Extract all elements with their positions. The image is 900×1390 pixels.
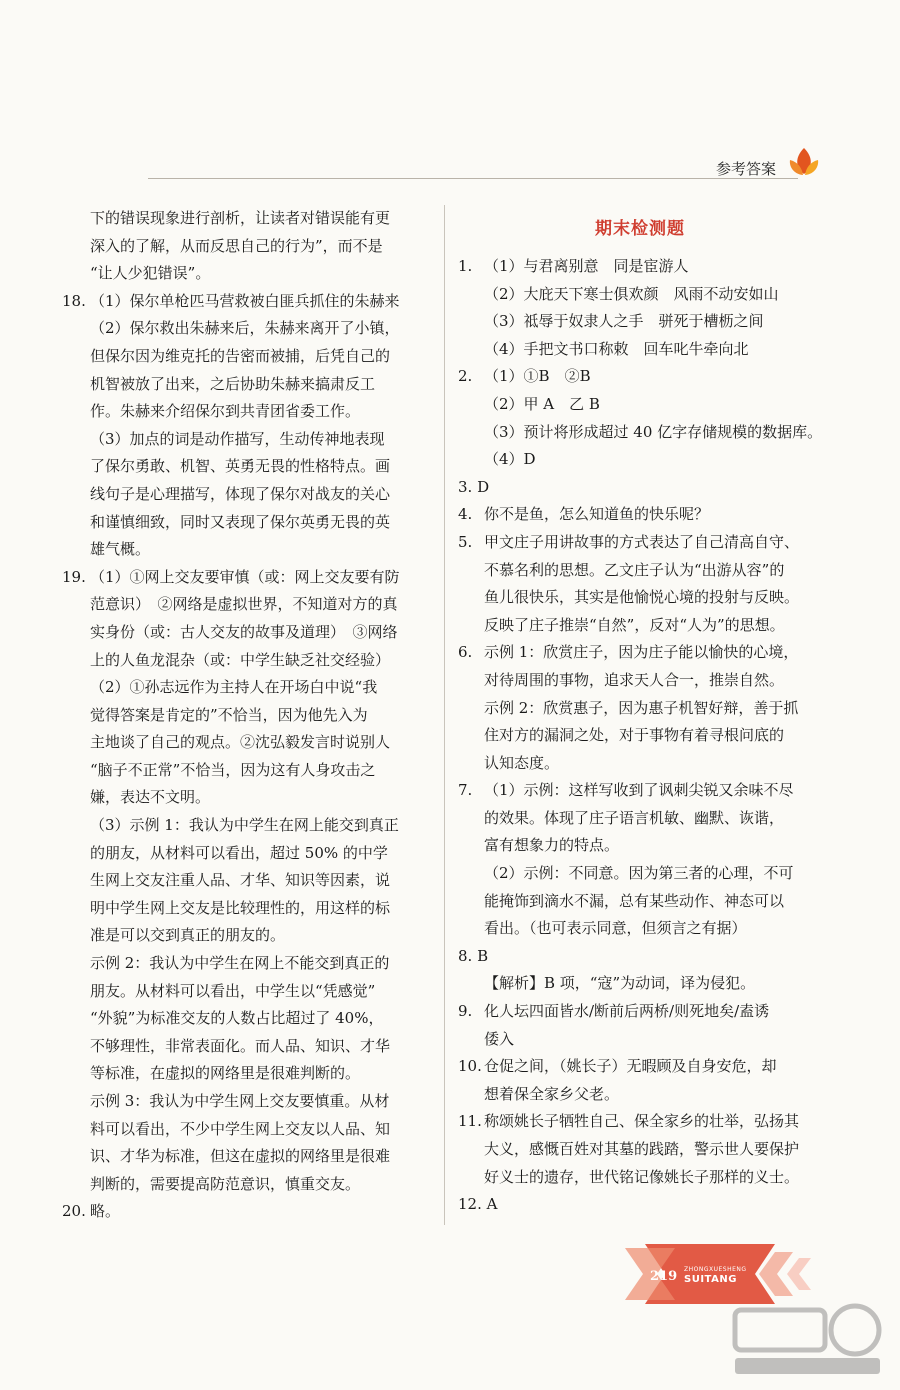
answer-line xyxy=(458,281,822,309)
answer-text: 识、才华为标准，但这在虚拟的网络里是很难 xyxy=(90,1147,391,1166)
answer-line xyxy=(458,446,822,474)
answer-text: 雄气概。 xyxy=(90,540,151,559)
answer-text: 鱼儿很快乐，其实是他愉悦心境的投射与反映。 xyxy=(484,588,800,607)
leaf-logo-icon xyxy=(786,144,822,180)
question-number: 8. B xyxy=(458,946,489,965)
answer-text: 示例 2：我认为中学生在网上不能交到真正的 xyxy=(90,954,390,973)
answer-text: （4）D xyxy=(484,450,536,469)
answer-line xyxy=(458,391,822,419)
answer-line xyxy=(458,1191,822,1219)
answer-line xyxy=(458,722,822,750)
answer-text: 甲文庄子用讲故事的方式表达了自己清高自守、 xyxy=(484,532,800,551)
answer-line xyxy=(458,612,822,640)
answer-text: 主地谈了自己的观点。②沈弘毅发言时说别人 xyxy=(90,733,391,752)
answer-text: 能掩饰到滴水不漏，总有某些动作、神态可以 xyxy=(484,891,785,910)
answer-line xyxy=(458,943,822,971)
answer-text: 想着保全家乡父老。 xyxy=(484,1084,620,1103)
answer-text: 认知态度。 xyxy=(484,753,560,772)
question-number: 1. xyxy=(458,257,473,275)
answer-text: （1）①B ②B xyxy=(484,367,591,386)
answer-line xyxy=(62,288,438,316)
answer-text: 对待周围的事物，追求天人合一，推崇自然。 xyxy=(484,670,785,689)
answer-text: 的朋友，从材料可以看出，超过 50% 的中学 xyxy=(90,843,388,862)
answer-text: 了保尔勇敢、机智、英勇无畏的性格特点。画 xyxy=(90,457,391,476)
right-column xyxy=(458,205,822,1219)
answer-line xyxy=(458,695,822,723)
answer-line xyxy=(458,419,822,447)
answer-line xyxy=(62,729,438,757)
answer-text: 反映了庄子推崇“自然”，反对“人为”的思想。 xyxy=(484,615,785,634)
answer-text: 范意识） ②网络是虚拟世界，不知道对方的真 xyxy=(90,595,398,614)
question-number: 20. xyxy=(62,1202,86,1221)
answer-line xyxy=(458,584,822,612)
answer-text: 判断的，需要提高防范意识，慎重交友。 xyxy=(90,1174,361,1193)
answer-line xyxy=(62,1033,438,1061)
answer-line xyxy=(458,1136,822,1164)
answer-text: “让人少犯错误”。 xyxy=(90,264,211,283)
answer-line xyxy=(62,233,438,261)
answer-text: （2）①孙志远作为主持人在开场白中说“我 xyxy=(90,678,378,697)
answer-text: 好义士的遗存，世代铭记像姚长子那样的义士。 xyxy=(484,1167,800,1186)
answer-line xyxy=(62,343,438,371)
answer-line xyxy=(458,1081,822,1109)
question-number: 7. xyxy=(458,781,473,800)
answer-text: 称颂姚长子牺牲自己、保全家乡的壮举，弘扬其 xyxy=(484,1112,800,1131)
answer-text: 仓促之间，（姚长子）无暇顾及自身安危，却 xyxy=(484,1057,777,1076)
answer-line xyxy=(62,481,438,509)
answer-text: 朋友。从材料可以看出，中学生以“凭感觉” xyxy=(90,981,376,1000)
answer-line xyxy=(458,915,822,943)
question-number: 19. xyxy=(62,567,86,586)
answer-line xyxy=(458,1053,822,1081)
brand-subtitle: ZHONGXUESHENG xyxy=(684,1266,747,1273)
answer-text: 机智被放了出来，之后协助朱赫来搞肃反工 xyxy=(90,374,376,393)
answer-text: 下的错误现象进行剖析，让读者对错误能有更 xyxy=(90,209,391,227)
answer-text: 示例 2：欣赏惠子，因为惠子机智好辩，善于抓 xyxy=(484,698,799,717)
answer-line xyxy=(458,888,822,916)
answer-line xyxy=(62,564,438,592)
answer-text: （1）与君离别意 同是宦游人 xyxy=(484,257,689,275)
brand-title: SUITANG xyxy=(684,1274,737,1285)
answer-line xyxy=(458,970,822,998)
page-number: 219 xyxy=(650,1269,678,1284)
answer-line xyxy=(62,591,438,619)
question-number: 10. xyxy=(458,1057,482,1076)
answer-line xyxy=(62,1143,438,1171)
answer-line xyxy=(458,529,822,557)
answer-text: 明中学生网上交友是比较理性的，用这样的标 xyxy=(90,898,391,917)
answer-line xyxy=(62,647,438,675)
watermark-logo xyxy=(725,1300,890,1380)
answer-line xyxy=(62,757,438,785)
answer-text: 准是可以交到真正的朋友的。 xyxy=(90,926,286,945)
answer-line xyxy=(458,832,822,860)
answer-line xyxy=(458,998,822,1026)
answer-line xyxy=(62,371,438,399)
answer-text: 示例 3：我认为中学生网上交友要慎重。从材 xyxy=(90,1092,390,1110)
answer-line xyxy=(62,1198,438,1226)
answer-text: 大义，感慨百姓对其墓的践踏，警示世人要保护 xyxy=(484,1140,800,1158)
answer-text: 线句子是心理描写，体现了保尔对战友的关心 xyxy=(90,484,391,503)
answer-text: 你不是鱼，怎么知道鱼的快乐呢？ xyxy=(484,505,710,524)
answer-text: “脑子不正常”不恰当，因为这有人身攻击之 xyxy=(90,760,376,779)
answer-line xyxy=(62,398,438,426)
answer-line xyxy=(62,950,438,978)
answer-text: 作。朱赫来介绍保尔到共青团省委工作。 xyxy=(90,402,361,421)
column-divider xyxy=(444,205,445,1225)
answer-text: （1）示例：这样写收到了讽刺尖锐又余味不尽 xyxy=(484,781,794,800)
header-label: 参考答案 xyxy=(716,160,777,178)
answer-text: 化人坛四面皆水/断前后两桥/则死地矣/盍诱 xyxy=(484,1002,770,1021)
answer-line xyxy=(62,978,438,1006)
answer-text: （2）甲 A 乙 B xyxy=(484,394,600,413)
answer-line xyxy=(458,639,822,667)
answer-line xyxy=(62,509,438,537)
answer-line xyxy=(458,557,822,585)
answer-line xyxy=(458,750,822,778)
answer-line xyxy=(62,426,438,454)
answer-line xyxy=(458,501,822,529)
answer-text: 不慕名利的思想。乙文庄子认为“出游从容”的 xyxy=(484,560,785,579)
answer-line xyxy=(458,777,822,805)
answer-text: （2）保尔救出朱赫来后，朱赫来离开了小镇， xyxy=(90,319,400,338)
answer-line xyxy=(458,1164,822,1192)
answer-text: “外貌”为标准交友的人数占比超过了 40%， xyxy=(90,1009,384,1028)
answer-line xyxy=(458,667,822,695)
answer-line xyxy=(62,895,438,923)
answer-text: （3）示例 1：我认为中学生在网上能交到真正 xyxy=(90,816,399,835)
answer-text: 生网上交友注重人品、才华、知识等因素，说 xyxy=(90,871,391,890)
question-number: 12. A xyxy=(458,1195,498,1214)
answer-line xyxy=(458,363,822,391)
answer-line xyxy=(62,840,438,868)
left-column xyxy=(62,205,438,1226)
answer-line xyxy=(458,253,822,281)
answer-line xyxy=(62,205,438,233)
answer-text: 和谨慎细致，同时又表现了保尔英勇无畏的英 xyxy=(90,512,391,531)
answer-line xyxy=(62,1005,438,1033)
question-number: 6. xyxy=(458,643,473,662)
answer-text: 看出。（也可表示同意，但须言之有据） xyxy=(484,919,747,938)
question-number: 4. xyxy=(458,505,473,524)
answer-text: （3）预计将形成超过 40 亿字存储规模的数据库。 xyxy=(484,422,823,441)
header-rule xyxy=(148,178,798,179)
answer-text: 上的人鱼龙混杂（或：中学生缺乏社交经验） xyxy=(90,650,391,669)
answer-line xyxy=(62,1060,438,1088)
answer-line xyxy=(62,867,438,895)
question-number: 9. xyxy=(458,1002,473,1021)
answer-text: （3）祗辱于奴隶人之手 骈死于槽枥之间 xyxy=(484,312,764,331)
answer-text: （4）手把文书口称敕 回车叱牛牵向北 xyxy=(484,339,749,358)
answer-text: 的效果。体现了庄子语言机敏、幽默、诙谐， xyxy=(484,808,785,827)
answer-line xyxy=(62,812,438,840)
question-number: 5. xyxy=(458,532,473,551)
answer-text: （3）加点的词是动作描写，生动传神地表现 xyxy=(90,429,385,448)
answer-line xyxy=(458,474,822,502)
section-title: 期末检测题 xyxy=(595,219,685,239)
answer-line xyxy=(62,619,438,647)
answer-line xyxy=(458,1026,822,1054)
answer-text: 觉得答案是肯定的”不恰当，因为他先入为 xyxy=(90,705,368,724)
answer-line xyxy=(62,1088,438,1116)
answer-line xyxy=(62,1116,438,1144)
answer-line xyxy=(62,260,438,288)
answer-text: 但保尔因为维克托的告密而被捕，后凭自己的 xyxy=(90,346,391,365)
answer-line xyxy=(62,453,438,481)
question-number: 18. xyxy=(62,291,86,310)
answer-text: 略。 xyxy=(90,1202,121,1221)
answer-text: 住对方的漏洞之处，对于事物有着寻根问底的 xyxy=(484,726,785,745)
answer-line xyxy=(62,702,438,730)
answer-text: 示例 1：欣赏庄子，因为庄子能以愉快的心境， xyxy=(484,643,799,662)
answer-text: （1）①网上交友要审慎（或：网上交友要有防 xyxy=(90,567,400,586)
answer-text: 嫌，表达不文明。 xyxy=(90,788,211,807)
answer-line xyxy=(458,1108,822,1136)
answer-line xyxy=(62,922,438,950)
answer-text: 不够理性，非常表面化。而人品、知识、才华 xyxy=(90,1036,391,1055)
answer-line xyxy=(62,315,438,343)
answer-line xyxy=(458,336,822,364)
answer-text: 等标准，在虚拟的网络里是很难判断的。 xyxy=(90,1064,361,1083)
answer-text: （2）大庇天下寒士俱欢颜 风雨不动安如山 xyxy=(484,284,779,303)
answer-text: 富有想象力的特点。 xyxy=(484,836,620,855)
answer-text: （2）示例：不同意。因为第三者的心理，不可 xyxy=(484,864,794,883)
answer-line xyxy=(62,1171,438,1199)
answer-line xyxy=(458,805,822,833)
answer-text: 料可以看出，不少中学生网上交友以人品、知 xyxy=(90,1119,391,1138)
question-number: 11. xyxy=(458,1112,482,1131)
answer-line xyxy=(458,308,822,336)
answer-text: 【解析】B 项，“寇”为动词，译为侵犯。 xyxy=(484,974,756,993)
answer-line xyxy=(62,536,438,564)
answer-text: 深入的了解，从而反思自己的行为”，而不是 xyxy=(90,236,383,255)
answer-text: （1）保尔单枪匹马营救被白匪兵抓住的朱赫来 xyxy=(90,291,400,310)
question-number: 3. D xyxy=(458,477,490,496)
answer-text: 实身份（或：古人交友的故事及道理） ③网络 xyxy=(90,622,398,641)
answer-line xyxy=(62,674,438,702)
answer-line xyxy=(62,784,438,812)
question-number: 2. xyxy=(458,367,473,386)
answer-text: 倭入 xyxy=(484,1029,515,1048)
answer-line xyxy=(458,860,822,888)
